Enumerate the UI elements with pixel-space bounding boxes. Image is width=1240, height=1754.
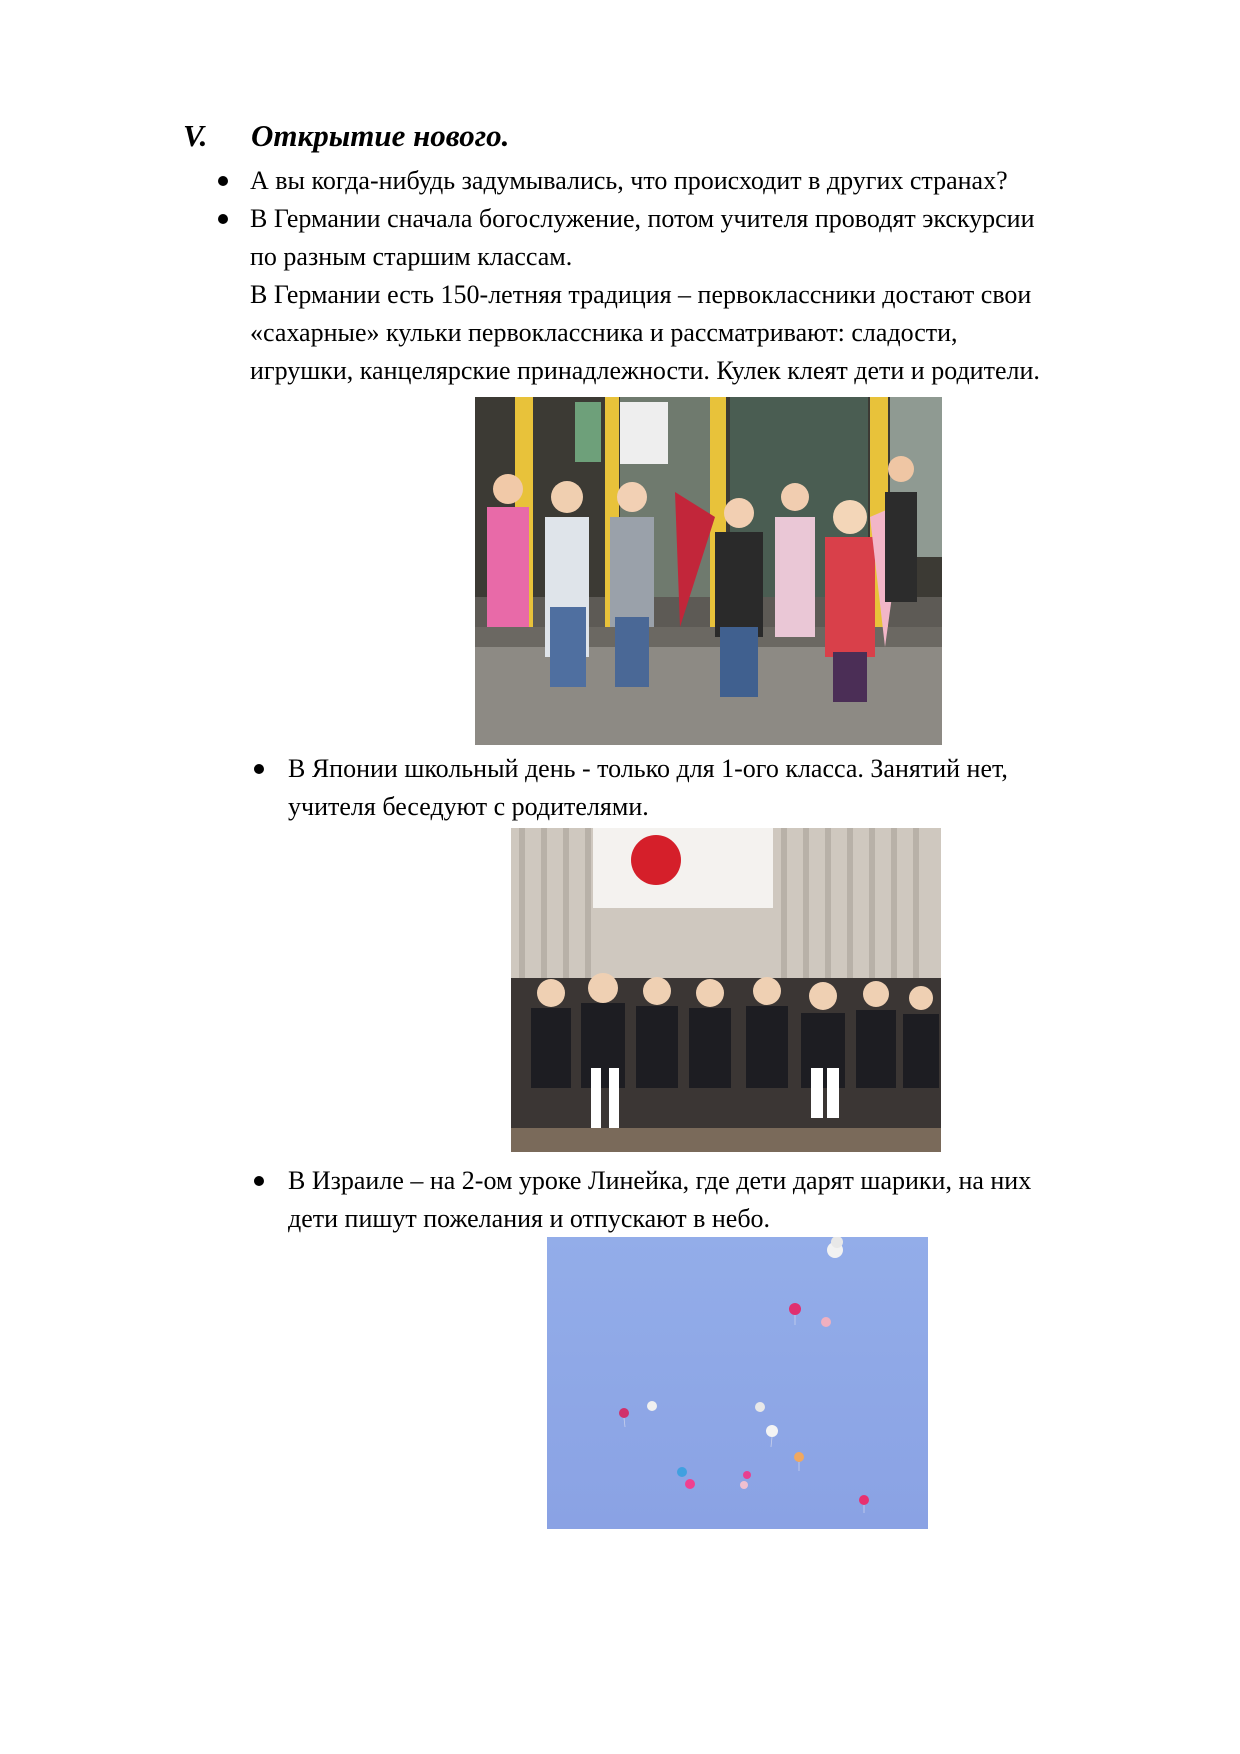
text-line: В Германии сначала богослужение, потом учителя проводят экскурсии [250, 204, 1035, 233]
bullet-icon [218, 214, 228, 224]
bullet-icon [254, 1176, 264, 1186]
bullet-item-germany [250, 200, 1040, 390]
text-line: В Японии школьный день - только для 1-ого класса. Занятий нет, [288, 754, 1008, 783]
text-line: по разным старшим классам. [250, 242, 573, 271]
section-number: V. [183, 118, 208, 153]
text-line: дети пишут пожелания и отпускают в небо. [288, 1204, 771, 1233]
text-line: игрушки, канцелярские принадлежности. Кулек клеят дети и родители. [250, 356, 1040, 385]
bullet-item-other-countries [250, 162, 1008, 200]
japan-ceremony-photo [511, 828, 941, 1152]
text-line: «сахарные» кульки первоклассника и рассматривают: сладости, [250, 318, 958, 347]
bullet-item-israel [288, 1162, 1031, 1238]
text-line: В Израиле – на 2-ом уроке Линейка, где дети дарят шарики, на них [288, 1166, 1032, 1195]
text-line: А вы когда-нибудь задумывались, что происходит в других странах? [250, 166, 1008, 195]
section-title: Открытие нового. [251, 118, 510, 153]
bullet-item-japan [288, 750, 1008, 826]
section-heading [183, 118, 509, 154]
bullet-icon [218, 176, 228, 186]
text-line: В Германии есть 150-летняя традиция – первоклассники достают свои [250, 280, 1032, 309]
israel-balloons-photo [547, 1237, 928, 1529]
bullet-icon [254, 764, 264, 774]
text-line: учителя беседуют с родителями. [288, 792, 649, 821]
germany-first-graders-photo [475, 397, 942, 745]
